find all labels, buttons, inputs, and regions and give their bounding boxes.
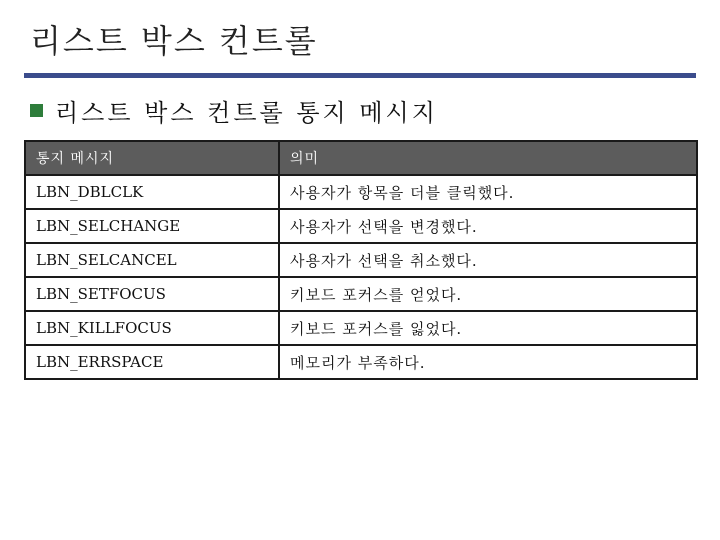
meaning-cell: 사용자가 선택을 변경했다.: [279, 209, 697, 243]
notification-message-table: [24, 140, 698, 380]
message-code-cell: LBN_DBLCLK: [25, 175, 279, 209]
slide-title: 리스트 박스 컨트롤: [30, 22, 318, 60]
meaning-cell: 키보드 포커스를 잃었다.: [279, 311, 697, 345]
table-row: [25, 243, 697, 277]
bullet-text: 리스트 박스 컨트롤 통지 메시지: [55, 98, 438, 127]
table-row: [25, 175, 697, 209]
table-header-row: [25, 141, 697, 175]
square-bullet-icon: [30, 104, 43, 117]
header-meaning: 의미: [279, 141, 697, 175]
meaning-cell: 사용자가 선택을 취소했다.: [279, 243, 697, 277]
meaning-cell: 메모리가 부족하다.: [279, 345, 697, 379]
bullet-point: [30, 94, 438, 126]
meaning-cell: 키보드 포커스를 얻었다.: [279, 277, 697, 311]
table-row: [25, 209, 697, 243]
message-code-cell: LBN_SETFOCUS: [25, 277, 279, 311]
header-notification-message: 통지 메시지: [25, 141, 279, 175]
message-code-cell: LBN_SELCHANGE: [25, 209, 279, 243]
table-row: [25, 345, 697, 379]
message-code-cell: LBN_ERRSPACE: [25, 345, 279, 379]
message-code-cell: LBN_SELCANCEL: [25, 243, 279, 277]
table-row: [25, 277, 697, 311]
title-underline: [24, 73, 696, 78]
table-row: [25, 311, 697, 345]
meaning-cell: 사용자가 항목을 더블 클릭했다.: [279, 175, 697, 209]
message-code-cell: LBN_KILLFOCUS: [25, 311, 279, 345]
